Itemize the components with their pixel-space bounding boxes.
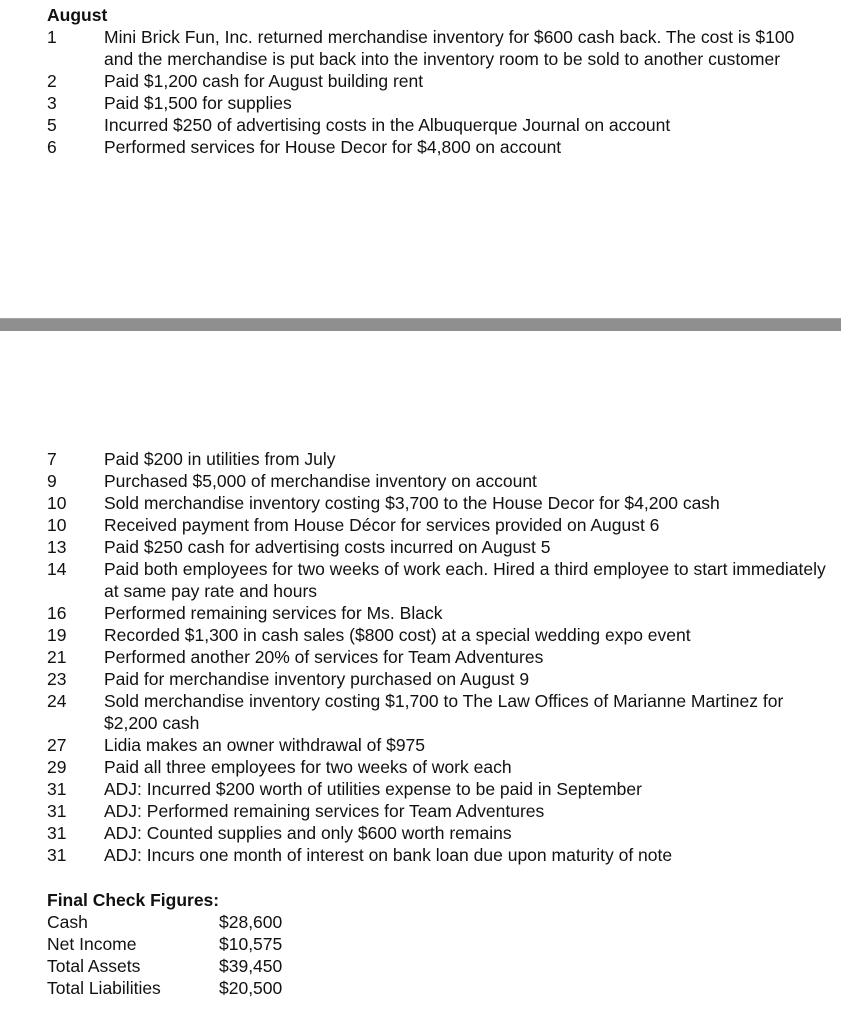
transaction-description: Incurred $250 of advertising costs in the Albuquerque Journal on account (104, 115, 671, 135)
transaction-description: Lidia makes an owner withdrawal of $975 (104, 735, 426, 755)
transaction-description: ADJ: Incurred $200 worth of utilities expense to be paid in September (104, 779, 642, 799)
transaction-day: 31 (47, 801, 67, 821)
check-figure-row (47, 933, 282, 955)
transaction-row (47, 844, 827, 866)
transaction-row (47, 26, 827, 70)
transaction-description: Paid $250 cash for advertising costs incurred on August 5 (104, 537, 551, 557)
transaction-description: Recorded $1,300 in cash sales ($800 cost) at a special wedding expo event (104, 625, 691, 645)
transaction-description: Sold merchandise inventory costing $1,700 to The Law Offices of Marianne Martinez for $2,200 cash (104, 691, 784, 733)
transaction-row (47, 514, 827, 536)
transaction-description: Mini Brick Fun, Inc. returned merchandise inventory for $600 cash back. The cost is $100 and the merchandise is put back into the inventory room to be sold to another customer (104, 27, 795, 69)
transaction-day: 16 (47, 603, 67, 623)
transaction-day: 13 (47, 537, 67, 557)
transaction-description: ADJ: Incurs one month of interest on bank loan due upon maturity of note (104, 845, 673, 865)
transaction-row (47, 70, 827, 92)
transaction-row (47, 92, 827, 114)
transaction-row (47, 756, 827, 778)
transaction-row (47, 602, 827, 624)
check-figure-row (47, 911, 282, 933)
transaction-row (47, 114, 827, 136)
transaction-description: Paid $200 in utilities from July (104, 449, 336, 469)
transaction-row (47, 448, 827, 470)
transaction-description: Purchased $5,000 of merchandise inventory on account (104, 471, 537, 491)
transaction-day: 9 (47, 471, 57, 491)
transactions-list-1 (47, 26, 827, 158)
transaction-row (47, 822, 827, 844)
transaction-row (47, 800, 827, 822)
transaction-day: 10 (47, 493, 67, 513)
transaction-description: Performed remaining services for Ms. Black (104, 603, 443, 623)
page-divider (0, 318, 841, 331)
final-check-figures (47, 889, 282, 999)
transaction-day: 2 (47, 71, 57, 91)
transaction-day: 3 (47, 93, 57, 113)
transaction-row (47, 668, 827, 690)
transaction-day: 6 (47, 137, 57, 157)
transaction-day: 14 (47, 559, 67, 579)
transaction-description: Paid $1,200 cash for August building rent (104, 71, 424, 91)
transactions-list-2 (47, 448, 827, 866)
transaction-row (47, 558, 827, 602)
check-figure-row (47, 977, 282, 999)
transaction-day: 21 (47, 647, 67, 667)
transaction-day: 31 (47, 779, 67, 799)
transaction-day: 23 (47, 669, 67, 689)
check-figure-label: Net Income (47, 934, 137, 954)
transaction-day: 27 (47, 735, 67, 755)
transaction-row (47, 536, 827, 558)
transaction-day: 1 (47, 27, 57, 47)
transaction-day: 31 (47, 845, 67, 865)
transaction-description: ADJ: Counted supplies and only $600 worth remains (104, 823, 512, 843)
transaction-description: Paid for merchandise inventory purchased on August 9 (104, 669, 530, 689)
check-figure-row (47, 955, 282, 977)
transaction-day: 7 (47, 449, 57, 469)
transaction-description: Sold merchandise inventory costing $3,700 to the House Decor for $4,200 cash (104, 493, 720, 513)
transaction-row (47, 690, 827, 734)
transaction-day: 31 (47, 823, 67, 843)
check-figure-label: Cash (47, 912, 88, 932)
transaction-description: Paid both employees for two weeks of work each. Hired a third employee to start immediately at same pay rate and hours (104, 559, 826, 601)
check-figure-value: $28,600 (219, 912, 283, 932)
transaction-description: Performed another 20% of services for Team Adventures (104, 647, 544, 667)
check-figure-label: Total Liabilities (47, 978, 161, 998)
transaction-row (47, 778, 827, 800)
transaction-row (47, 492, 827, 514)
transaction-row (47, 734, 827, 756)
transaction-row (47, 470, 827, 492)
transaction-day: 19 (47, 625, 67, 645)
transaction-description: ADJ: Performed remaining services for Team Adventures (104, 801, 545, 821)
transaction-row (47, 624, 827, 646)
page-heading: August (47, 5, 108, 25)
transaction-day: 5 (47, 115, 57, 135)
transaction-day: 10 (47, 515, 67, 535)
final-check-title: Final Check Figures: (47, 890, 220, 910)
check-figure-value: $10,575 (219, 934, 283, 954)
transaction-description: Paid all three employees for two weeks of work each (104, 757, 512, 777)
check-figure-label: Total Assets (47, 956, 141, 976)
transaction-day: 29 (47, 757, 67, 777)
check-figure-value: $39,450 (219, 956, 283, 976)
transaction-description: Performed services for House Decor for $4,800 on account (104, 137, 562, 157)
transaction-row (47, 136, 827, 158)
transaction-day: 24 (47, 691, 67, 711)
transaction-row (47, 646, 827, 668)
check-figure-value: $20,500 (219, 978, 283, 998)
transaction-description: Received payment from House Décor for services provided on August 6 (104, 515, 660, 535)
transaction-description: Paid $1,500 for supplies (104, 93, 292, 113)
